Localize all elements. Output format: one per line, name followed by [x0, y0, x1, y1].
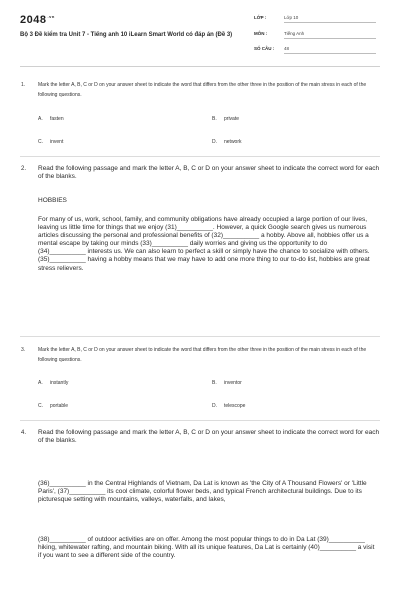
option-a[interactable]	[38, 380, 68, 386]
question-number: 2.	[21, 166, 27, 172]
question-number: 3.	[21, 347, 26, 353]
section-divider	[20, 420, 380, 421]
question-instruction: Read the following passage and mark the letter A, B, C or D on your answer sheet to indicate the correct word for each of the blanks.	[38, 165, 380, 180]
meta-rule	[284, 53, 376, 54]
meta-subject	[254, 31, 304, 37]
meta-class	[254, 15, 298, 21]
header-divider	[20, 66, 380, 67]
meta-count	[254, 46, 289, 52]
question-instruction: Mark the letter A, B, C or D on your answer sheet to indicate the word that differs from the other three in the position of the main stress in each of the following questions.	[38, 347, 367, 363]
option-letter: B.	[212, 380, 217, 386]
meta-subject-label: MÔN :	[254, 31, 268, 36]
logo-text: 2048	[20, 14, 47, 26]
section-divider	[20, 336, 380, 337]
option-b[interactable]	[212, 116, 239, 122]
meta-subject-value: Tiếng Anh	[284, 31, 305, 36]
option-letter: D.	[212, 403, 217, 409]
option-letter: C.	[38, 403, 43, 409]
document-header	[0, 0, 400, 68]
site-logo[interactable]	[20, 14, 55, 26]
option-text: network	[224, 139, 242, 145]
option-c[interactable]	[38, 403, 68, 409]
option-letter: D.	[212, 139, 217, 145]
meta-class-value: Lớp 10	[284, 15, 299, 20]
section-divider	[20, 156, 380, 157]
option-text: instantly	[50, 380, 69, 386]
passage-text: For many of us, work, school, family, and community obligations have already occupied a large portion of our lives, leaving us little time for things that we enjoy (31)__________. However, a quick Google search gives us numerous articles discussing the personal and professional benefits of (32)__________ a hobby. Above all, hobbies offer us a mental escape by taking our minds (33)__________ daily worries and giving us the opportunity to do (34)__________ interests us. We can also learn to perfect a skill or simply have the chance to socialize with others. (35)__________ having a hobby means that we may have to add one more thing to our to-do list, hobbies are great stress relievers.	[38, 216, 370, 272]
option-c[interactable]	[38, 139, 63, 145]
passage-paragraph-2: (38)__________ of outdoor activities are on offer. Among the most popular things to do in Da Lat (39)__________ hiking, whitewater rafting, and mountain biking. With all its unique features, Da Lat is certainly (40)__________ a visit if you want to see a different side of the country.	[38, 536, 375, 560]
document-title: Bộ 3 Đề kiểm tra Unit 7 - Tiếng anh 10 iLearn Smart World có đáp án (Đề 3)	[20, 32, 233, 38]
option-letter: B.	[212, 116, 217, 122]
meta-rule	[284, 38, 376, 39]
option-d[interactable]	[212, 403, 245, 409]
passage-heading: HOBBIES	[38, 197, 67, 204]
option-a[interactable]	[38, 116, 64, 122]
question-instruction: Mark the letter A, B, C or D on your answer sheet to indicate the word that differs from the other three in the position of the main stress in each of the following questions.	[38, 82, 367, 98]
question-number: 1.	[21, 82, 26, 88]
option-letter: A.	[38, 380, 43, 386]
option-d[interactable]	[212, 139, 242, 145]
option-letter: C.	[38, 139, 43, 145]
option-b[interactable]	[212, 380, 242, 386]
option-letter: A.	[38, 116, 43, 122]
option-text: fasten	[50, 116, 64, 122]
option-text: private	[224, 116, 240, 122]
option-text: invent	[50, 139, 64, 145]
meta-count-label: SỐ CÂU :	[254, 46, 275, 51]
logo-suffix: .vn	[47, 14, 55, 20]
meta-rule	[284, 22, 376, 23]
passage-paragraph-1: (36)__________ in the Central Highlands of Vietnam, Da Lat is known as 'the City of A Thousand Flowers' or 'Little Paris', (37)__________ its cool climate, colorful flower beds, and typical French architectural buildings. Due to its picturesque setting with mountains, valleys, waterfalls, and lakes,	[38, 480, 367, 504]
meta-count-value: 48	[284, 46, 290, 51]
option-text: portable	[50, 403, 69, 409]
question-instruction: Read the following passage and mark the letter A, B, C or D on your answer sheet to indicate the correct word for each of the blanks.	[38, 429, 380, 444]
meta-class-label: LỚP :	[254, 15, 267, 20]
option-text: inventor	[224, 380, 242, 386]
question-number: 4.	[21, 430, 27, 436]
option-text: telescope	[224, 403, 246, 409]
